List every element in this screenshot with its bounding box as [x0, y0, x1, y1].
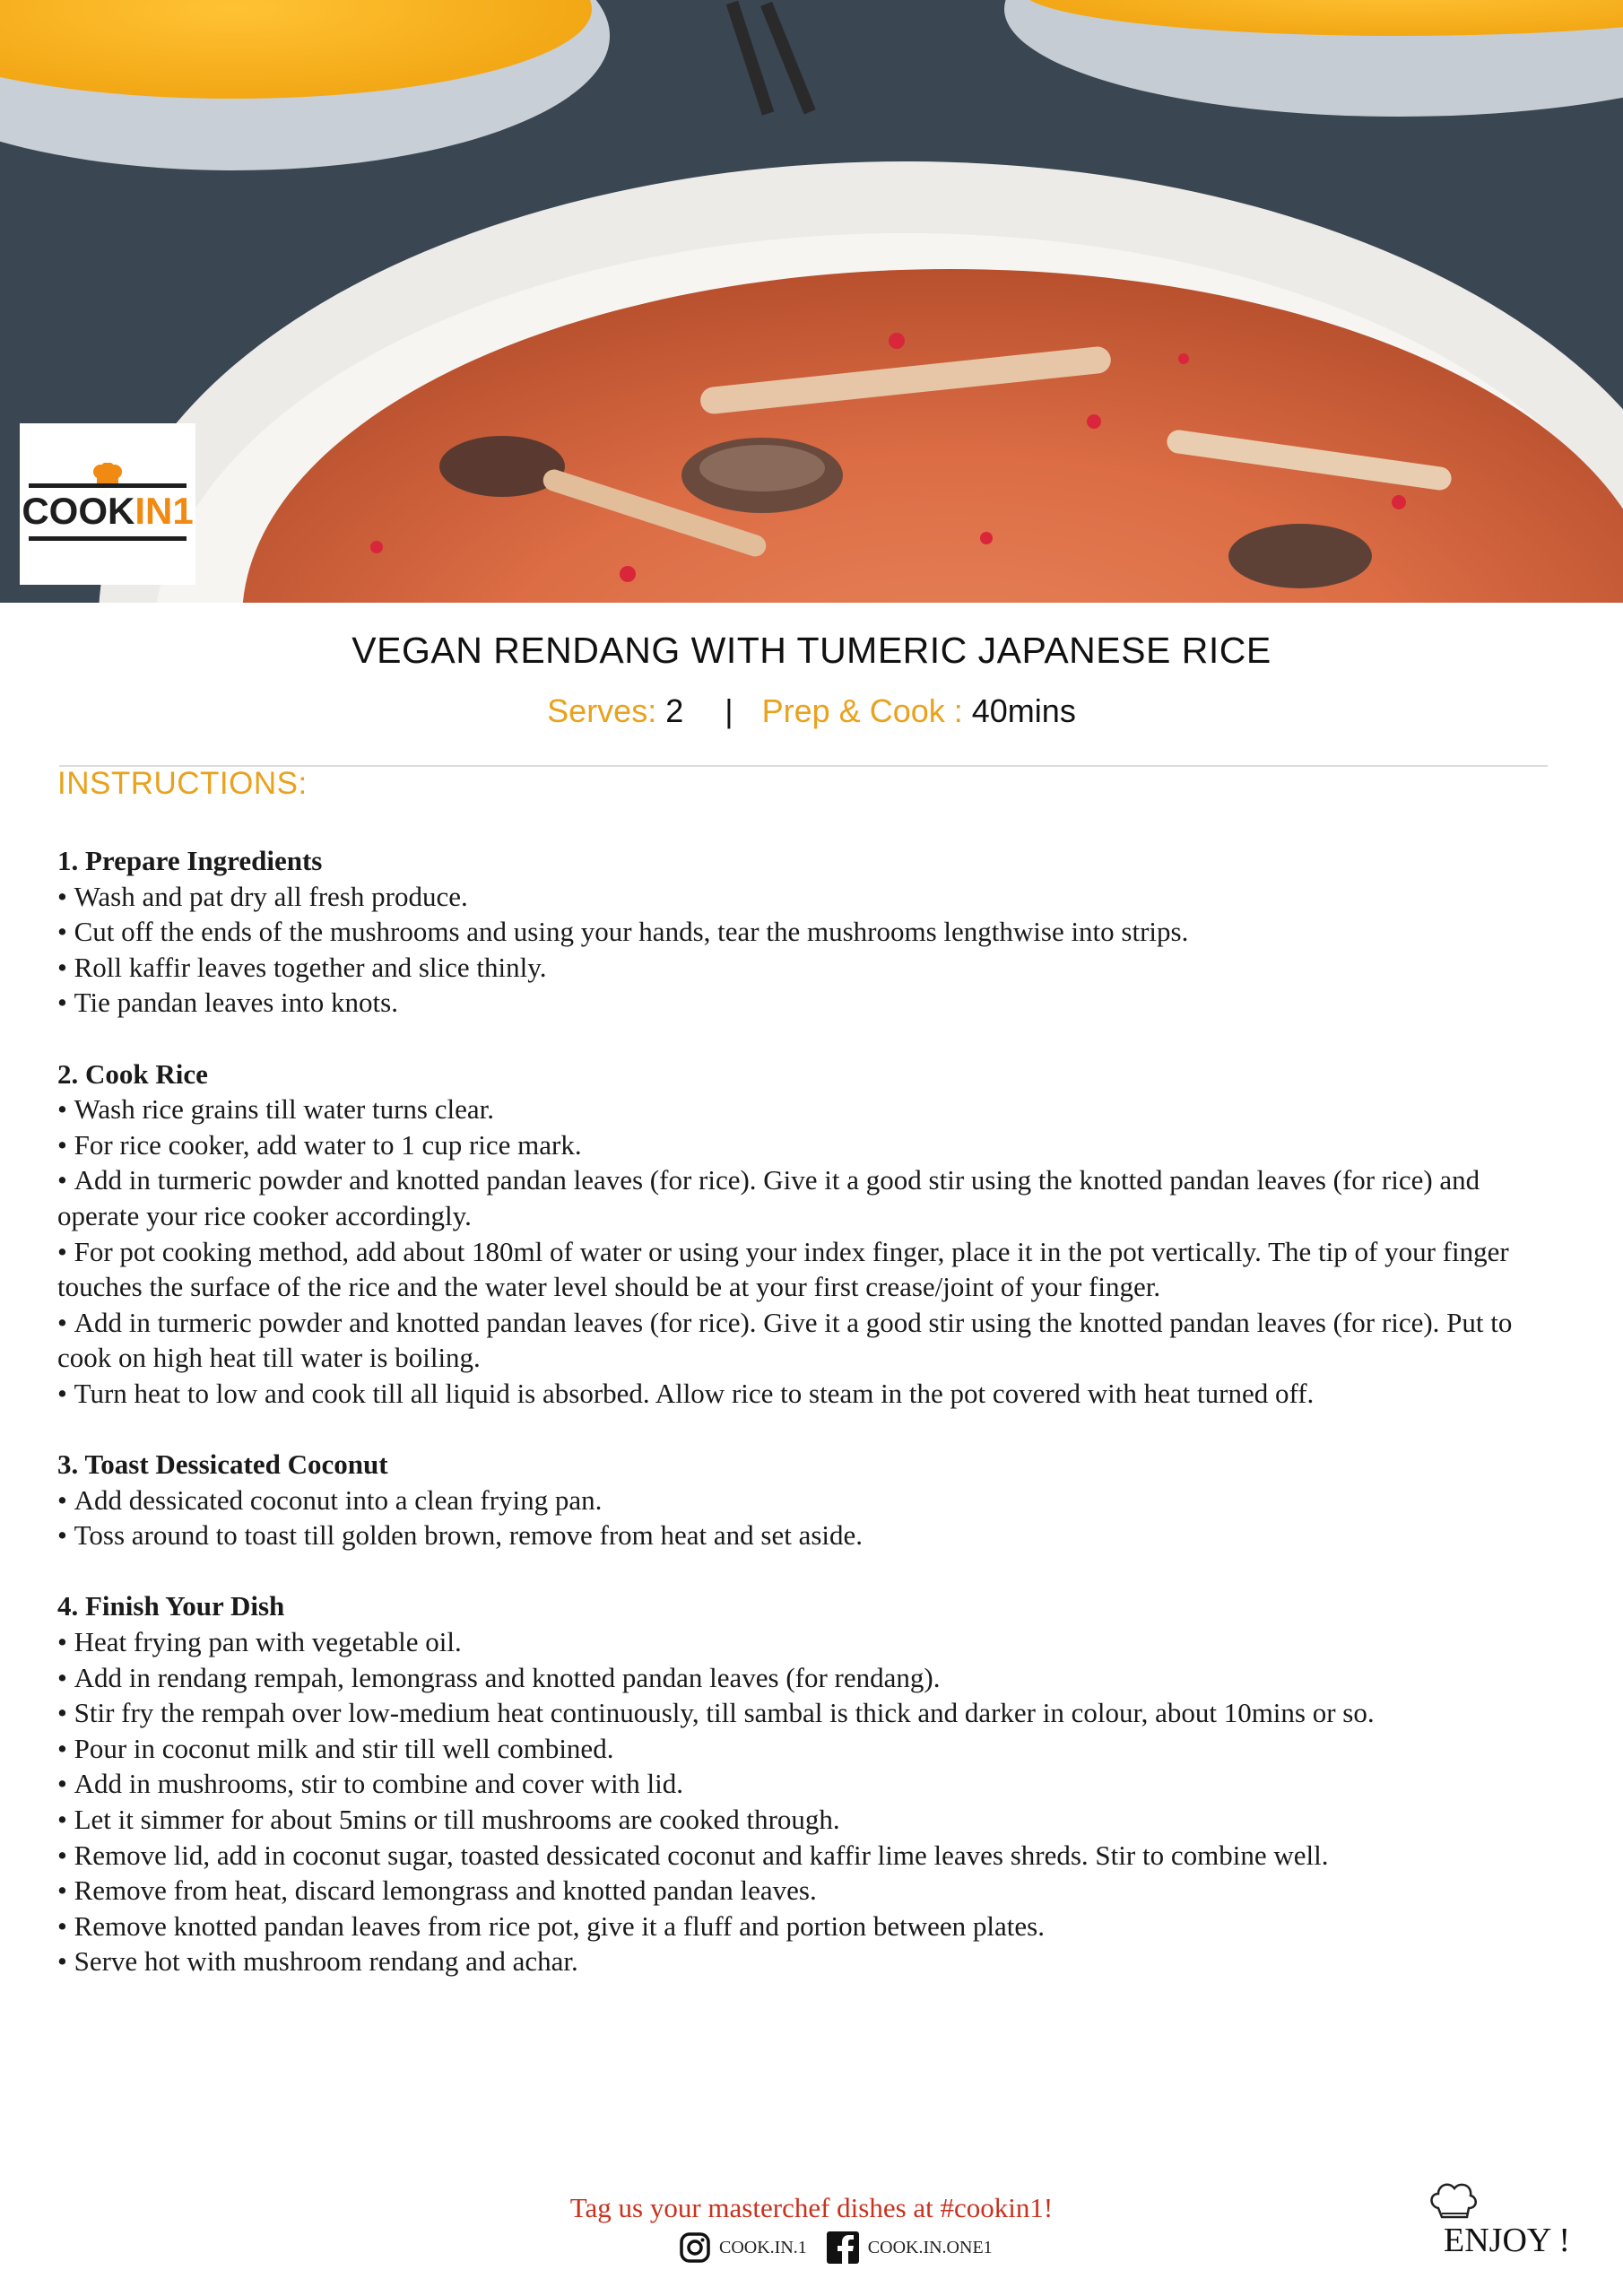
step-item: • For pot cooking method, add about 180ml of water or using your index finger, place it in the pot vertically. The tip of your finger touches the surface of the rice and the water level should be at your first crease/joint of your finger.: [57, 1234, 1564, 1305]
step-item: • Cut off the ends of the mushrooms and using your hands, tear the mushrooms lengthwise into strips.: [57, 914, 1564, 950]
social-links: [680, 2230, 1012, 2266]
time-label: Prep & Cook :: [761, 692, 963, 729]
step-item: • Wash and pat dry all fresh produce.: [57, 879, 1564, 915]
footer-tagline: Tag us your masterchef dishes at #cookin1!: [569, 2192, 1054, 2223]
cookin1-logo: [20, 423, 195, 585]
logo-top-bar: [29, 483, 187, 488]
step-item: • Add in turmeric powder and knotted pandan leaves (for rice). Give it a good stir using the knotted pandan leaves (for rice). Put to cook on high heat till water is boiling.: [57, 1305, 1564, 1376]
step-list: [57, 879, 1564, 1021]
step-list: [57, 1483, 1564, 1553]
step-item: • Let it simmer for about 5mins or till mushrooms are cooked through.: [57, 1802, 1564, 1838]
section-heading: 1. Prepare Ingredients: [57, 845, 323, 876]
step-item: • For rice cooker, add water to 1 cup rice mark.: [57, 1127, 1564, 1163]
recipe-meta: [0, 692, 1623, 730]
logo-wordmark: COOKIN1: [22, 490, 194, 532]
instagram-handle: COOK.IN.1: [719, 2237, 807, 2257]
instruction-section: [57, 1447, 1564, 1553]
step-item: • Turn heat to low and cook till all liquid is absorbed. Allow rice to steam in the pot covered with heat turned off.: [57, 1376, 1564, 1412]
recipe-title: VEGAN RENDANG WITH TUMERIC JAPANESE RICE: [352, 630, 1271, 671]
serves-value: 2: [665, 692, 684, 729]
instruction-section: [57, 1057, 1564, 1412]
step-item: • Roll kaffir leaves together and slice thinly.: [57, 950, 1564, 986]
meta-separator: |: [725, 692, 733, 729]
instagram-icon: [680, 2232, 710, 2263]
facebook-link[interactable]: [827, 2231, 993, 2264]
instructions-body: [57, 843, 1564, 2015]
section-heading: 3. Toast Dessicated Coconut: [57, 1448, 388, 1481]
facebook-icon: [827, 2231, 859, 2264]
facebook-handle: COOK.IN.ONE1: [867, 2237, 993, 2257]
instagram-link[interactable]: [680, 2232, 807, 2263]
step-item: • Wash rice grains till water turns clear.: [57, 1091, 1564, 1127]
step-item: • Add in mushrooms, stir to combine and cover with lid.: [57, 1766, 1564, 1802]
enjoy-text: ENJOY !: [1444, 2222, 1571, 2259]
step-list: [57, 1624, 1564, 1979]
serves-label: Serves:: [547, 692, 657, 729]
instruction-section: [57, 1588, 1564, 1979]
instructions-heading: INSTRUCTIONS:: [57, 766, 308, 801]
step-item: • Add dessicated coconut into a clean frying pan.: [57, 1483, 1564, 1518]
instruction-section: [57, 843, 1564, 1021]
step-item: • Remove knotted pandan leaves from rice pot, give it a fluff and portion between plates.: [57, 1909, 1564, 1944]
step-item: • Pour in coconut milk and stir till well combined.: [57, 1731, 1564, 1767]
step-item: • Heat frying pan with vegetable oil.: [57, 1624, 1564, 1660]
step-item: • Toss around to toast till golden brown, remove from heat and set aside.: [57, 1518, 1564, 1553]
logo-bottom-bar: [29, 536, 187, 541]
step-item: • Stir fry the rempah over low-medium heat continuously, till sambal is thick and darker in colour, about 10mins or so.: [57, 1695, 1564, 1731]
section-heading: 2. Cook Rice: [57, 1057, 208, 1090]
time-value: 40mins: [971, 692, 1076, 729]
step-item: • Add in turmeric powder and knotted pandan leaves (for rice). Give it a good stir using the knotted pandan leaves (for rice) and operate your rice cooker accordingly.: [57, 1162, 1564, 1233]
step-item: • Tie pandan leaves into knots.: [57, 985, 1564, 1021]
step-item: • Remove from heat, discard lemongrass and knotted pandan leaves.: [57, 1873, 1564, 1909]
hero-photo: [0, 0, 1623, 603]
step-item: • Remove lid, add in coconut sugar, toasted dessicated coconut and kaffir lime leaves shreds. Stir to combine well.: [57, 1838, 1564, 1874]
hero-dish-illustration: [0, 0, 1623, 603]
step-item: • Add in rendang rempah, lemongrass and knotted pandan leaves (for rendang).: [57, 1660, 1564, 1696]
step-list: [57, 1091, 1564, 1411]
section-heading: 4. Finish Your Dish: [57, 1590, 285, 1622]
step-item: • Serve hot with mushroom rendang and achar.: [57, 1944, 1564, 1979]
